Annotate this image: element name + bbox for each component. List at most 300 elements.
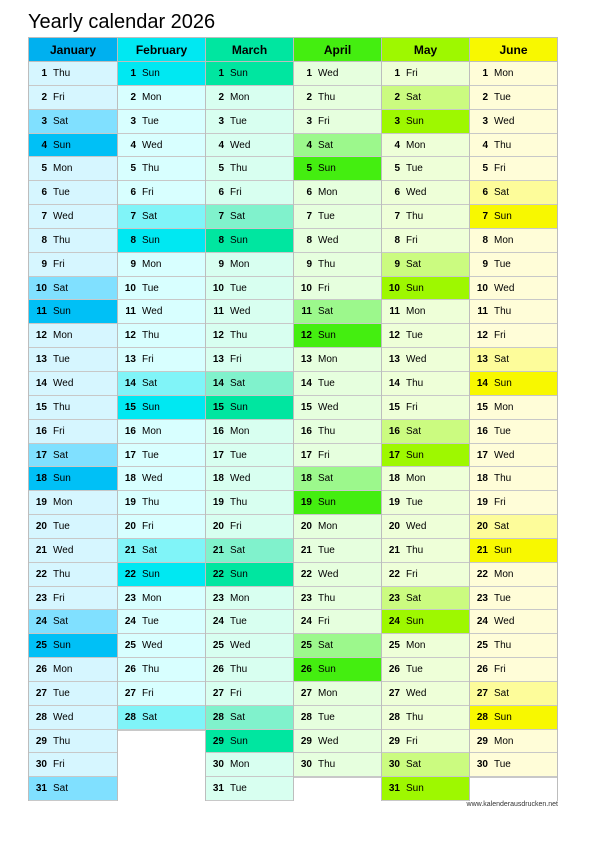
- day-number: 16: [300, 425, 312, 437]
- weekday-label: Thu: [142, 497, 160, 509]
- weekday-label: Fri: [142, 354, 154, 366]
- day-cell: [294, 444, 381, 468]
- day-cell: [29, 134, 117, 158]
- day-cell: [206, 348, 293, 372]
- day-number: 22: [388, 568, 400, 580]
- weekday-label: Sat: [494, 521, 510, 533]
- day-cell: [470, 86, 557, 110]
- day-cell: [206, 396, 293, 420]
- day-number: 28: [300, 711, 312, 723]
- weekday-label: Sun: [318, 664, 336, 676]
- weekday-label: Tue: [406, 330, 423, 342]
- day-cell: [470, 730, 557, 754]
- day-number: 30: [212, 759, 224, 771]
- weekday-label: Wed: [494, 449, 515, 461]
- weekday-label: Wed: [318, 568, 339, 580]
- day-number: 19: [212, 497, 224, 509]
- day-number: 18: [300, 473, 312, 485]
- day-number: 10: [35, 282, 47, 294]
- weekday-label: Sun: [318, 163, 336, 175]
- day-cell: [118, 62, 205, 86]
- day-cell: [382, 229, 469, 253]
- day-number: 13: [35, 354, 47, 366]
- day-cell: [118, 587, 205, 611]
- day-cell: [206, 587, 293, 611]
- day-number: 15: [300, 401, 312, 413]
- day-number: 13: [124, 354, 136, 366]
- weekday-label: Sun: [230, 401, 248, 413]
- day-cell: [470, 610, 557, 634]
- day-cell: [118, 610, 205, 634]
- day-number: 5: [306, 163, 312, 175]
- weekday-label: Tue: [230, 449, 247, 461]
- day-number: 2: [394, 91, 400, 103]
- day-cell: [382, 300, 469, 324]
- weekday-label: Wed: [142, 640, 163, 652]
- day-number: 25: [212, 640, 224, 652]
- month-header: January: [29, 37, 117, 62]
- day-number: 14: [388, 377, 400, 389]
- day-cell: [118, 491, 205, 515]
- month-header: February: [118, 37, 205, 62]
- day-number: 26: [35, 664, 47, 676]
- weekday-label: Sun: [53, 640, 71, 652]
- day-number: 23: [35, 592, 47, 604]
- day-number: 6: [130, 187, 136, 199]
- day-number: 14: [212, 377, 224, 389]
- day-cell: [29, 229, 117, 253]
- day-number: 26: [212, 664, 224, 676]
- day-number: 17: [388, 449, 400, 461]
- weekday-label: Sat: [142, 544, 158, 556]
- weekday-label: Thu: [406, 377, 424, 389]
- weekday-label: Wed: [494, 282, 515, 294]
- weekday-label: Mon: [494, 234, 514, 246]
- weekday-label: Tue: [53, 187, 70, 199]
- day-cell: [382, 420, 469, 444]
- weekday-label: Tue: [142, 115, 159, 127]
- day-number: 31: [212, 783, 224, 795]
- day-number: 17: [35, 449, 47, 461]
- day-number: 9: [130, 258, 136, 270]
- weekday-label: Sun: [318, 497, 336, 509]
- day-cell: [382, 324, 469, 348]
- day-number: 24: [124, 616, 136, 628]
- weekday-label: Fri: [142, 687, 154, 699]
- day-cell: [382, 587, 469, 611]
- day-cell: [294, 730, 381, 754]
- weekday-label: Mon: [53, 497, 73, 509]
- day-cell: [118, 515, 205, 539]
- day-number: 5: [130, 163, 136, 175]
- day-number: 21: [388, 544, 400, 556]
- month-header: May: [382, 37, 469, 62]
- day-number: 30: [388, 759, 400, 771]
- day-number: 23: [388, 592, 400, 604]
- day-cell: [294, 348, 381, 372]
- day-number: 21: [35, 544, 47, 556]
- day-number: 11: [213, 306, 224, 318]
- weekday-label: Tue: [53, 521, 70, 533]
- weekday-label: Wed: [406, 187, 427, 199]
- weekday-label: Tue: [318, 711, 335, 723]
- day-cell: [206, 181, 293, 205]
- weekday-label: Sun: [318, 330, 336, 342]
- day-number: 27: [124, 687, 136, 699]
- weekday-label: Thu: [494, 139, 512, 151]
- day-cell: [294, 253, 381, 277]
- day-cell: [470, 491, 557, 515]
- weekday-label: Fri: [318, 115, 330, 127]
- day-cell: [470, 157, 557, 181]
- day-cell: [206, 157, 293, 181]
- month-column-january: [29, 37, 118, 801]
- weekday-label: Thu: [318, 759, 336, 771]
- day-number: 16: [388, 425, 400, 437]
- weekday-label: Thu: [230, 497, 248, 509]
- weekday-label: Sat: [142, 377, 158, 389]
- weekday-label: Fri: [53, 759, 65, 771]
- day-cell: [118, 86, 205, 110]
- day-cell: [470, 62, 557, 86]
- weekday-label: Sun: [53, 473, 71, 485]
- day-number: 26: [300, 664, 312, 676]
- weekday-label: Mon: [53, 664, 73, 676]
- weekday-label: Mon: [318, 687, 338, 699]
- month-column-june: [470, 37, 558, 801]
- day-cell: [118, 396, 205, 420]
- weekday-label: Sun: [406, 115, 424, 127]
- day-cell: [382, 348, 469, 372]
- weekday-label: Mon: [230, 759, 250, 771]
- weekday-label: Mon: [494, 735, 514, 747]
- weekday-label: Wed: [142, 306, 163, 318]
- weekday-label: Sun: [53, 306, 71, 318]
- weekday-label: Thu: [142, 330, 160, 342]
- day-number: 31: [388, 783, 400, 795]
- weekday-label: Tue: [406, 497, 423, 509]
- day-number: 25: [476, 640, 488, 652]
- day-cell: [382, 491, 469, 515]
- weekday-label: Tue: [230, 616, 247, 628]
- day-number: 5: [218, 163, 224, 175]
- day-cell: [294, 229, 381, 253]
- day-number: 4: [218, 139, 224, 151]
- day-cell: [294, 134, 381, 158]
- day-cell: [206, 420, 293, 444]
- weekday-label: Fri: [494, 330, 506, 342]
- weekday-label: Thu: [53, 234, 71, 246]
- day-number: 22: [212, 568, 224, 580]
- day-cell: [470, 587, 557, 611]
- day-number: 30: [35, 759, 47, 771]
- day-number: 2: [41, 91, 47, 103]
- weekday-label: Sun: [142, 568, 160, 580]
- weekday-label: Thu: [142, 163, 160, 175]
- weekday-label: Mon: [53, 163, 73, 175]
- day-number: 2: [130, 91, 136, 103]
- day-number: 7: [394, 211, 400, 223]
- day-number: 2: [218, 91, 224, 103]
- day-number: 29: [476, 735, 488, 747]
- weekday-label: Thu: [494, 306, 512, 318]
- weekday-label: Mon: [142, 258, 162, 270]
- day-cell: [294, 396, 381, 420]
- day-number: 18: [35, 473, 47, 485]
- weekday-label: Mon: [406, 473, 426, 485]
- weekday-label: Wed: [53, 211, 74, 223]
- day-number: 9: [482, 258, 488, 270]
- day-number: 15: [35, 401, 47, 413]
- day-cell: [29, 658, 117, 682]
- day-cell: [470, 229, 557, 253]
- day-number: 24: [388, 616, 400, 628]
- weekday-label: Fri: [494, 664, 506, 676]
- weekday-label: Mon: [494, 68, 514, 79]
- day-cell: [382, 539, 469, 563]
- day-cell: [470, 253, 557, 277]
- day-number: 26: [476, 664, 488, 676]
- day-number: 13: [476, 354, 488, 366]
- weekday-label: Mon: [230, 258, 250, 270]
- day-cell: [206, 634, 293, 658]
- weekday-label: Fri: [53, 592, 65, 604]
- weekday-label: Fri: [406, 735, 418, 747]
- weekday-label: Thu: [53, 735, 71, 747]
- day-cell: [382, 444, 469, 468]
- weekday-label: Fri: [53, 425, 65, 437]
- day-number: 16: [124, 425, 136, 437]
- empty-cell: [118, 753, 205, 777]
- day-cell: [206, 658, 293, 682]
- day-cell: [29, 777, 117, 801]
- weekday-label: Wed: [142, 473, 163, 485]
- month-header: April: [294, 37, 381, 62]
- day-cell: [382, 634, 469, 658]
- day-cell: [470, 420, 557, 444]
- day-number: 24: [476, 616, 488, 628]
- weekday-label: Fri: [494, 497, 506, 509]
- weekday-label: Sun: [494, 377, 512, 389]
- weekday-label: Sun: [230, 735, 248, 747]
- day-number: 1: [41, 68, 47, 79]
- weekday-label: Mon: [142, 592, 162, 604]
- day-cell: [206, 253, 293, 277]
- day-number: 26: [388, 664, 400, 676]
- day-cell: [118, 467, 205, 491]
- weekday-label: Thu: [406, 711, 424, 723]
- day-cell: [206, 86, 293, 110]
- weekday-label: Sat: [53, 616, 69, 628]
- weekday-label: Fri: [406, 401, 418, 413]
- day-cell: [470, 634, 557, 658]
- day-number: 1: [130, 68, 136, 79]
- day-cell: [29, 706, 117, 730]
- day-number: 20: [388, 521, 400, 533]
- weekday-label: Thu: [230, 330, 248, 342]
- weekday-label: Thu: [230, 664, 248, 676]
- weekday-label: Mon: [230, 592, 250, 604]
- day-number: 28: [476, 711, 488, 723]
- day-cell: [118, 205, 205, 229]
- weekday-label: Wed: [230, 139, 251, 151]
- day-cell: [470, 205, 557, 229]
- day-number: 27: [300, 687, 312, 699]
- weekday-label: Mon: [142, 91, 162, 103]
- day-cell: [118, 134, 205, 158]
- weekday-label: Sat: [318, 640, 334, 652]
- weekday-label: Mon: [142, 425, 162, 437]
- day-cell: [382, 134, 469, 158]
- day-cell: [118, 658, 205, 682]
- day-cell: [294, 634, 381, 658]
- weekday-label: Thu: [318, 258, 336, 270]
- day-number: 13: [300, 354, 312, 366]
- day-number: 31: [35, 783, 47, 795]
- weekday-label: Thu: [494, 640, 512, 652]
- day-number: 14: [300, 377, 312, 389]
- weekday-label: Wed: [230, 306, 251, 318]
- weekday-label: Sun: [53, 139, 71, 151]
- day-number: 29: [35, 735, 47, 747]
- weekday-label: Sun: [406, 282, 424, 294]
- weekday-label: Sun: [142, 401, 160, 413]
- day-cell: [382, 563, 469, 587]
- day-number: 15: [124, 401, 136, 413]
- weekday-label: Tue: [494, 759, 511, 771]
- weekday-label: Thu: [494, 473, 512, 485]
- day-cell: [470, 563, 557, 587]
- day-number: 1: [482, 68, 488, 79]
- day-cell: [294, 587, 381, 611]
- weekday-label: Tue: [318, 544, 335, 556]
- day-cell: [382, 706, 469, 730]
- day-number: 21: [212, 544, 224, 556]
- day-number: 28: [124, 711, 136, 723]
- day-number: 7: [41, 211, 47, 223]
- weekday-label: Thu: [406, 544, 424, 556]
- day-number: 26: [124, 664, 136, 676]
- day-cell: [382, 110, 469, 134]
- day-cell: [294, 181, 381, 205]
- day-number: 8: [130, 234, 136, 246]
- day-number: 11: [125, 306, 136, 318]
- weekday-label: Thu: [318, 592, 336, 604]
- day-number: 6: [306, 187, 312, 199]
- weekday-label: Fri: [142, 521, 154, 533]
- day-cell: [29, 753, 117, 777]
- weekday-label: Fri: [53, 258, 65, 270]
- day-cell: [206, 563, 293, 587]
- day-cell: [118, 277, 205, 301]
- weekday-label: Sun: [142, 234, 160, 246]
- day-cell: [382, 372, 469, 396]
- weekday-label: Tue: [142, 616, 159, 628]
- weekday-label: Fri: [230, 354, 242, 366]
- weekday-label: Sat: [318, 139, 334, 151]
- weekday-label: Sat: [318, 473, 334, 485]
- day-number: 27: [388, 687, 400, 699]
- day-number: 8: [218, 234, 224, 246]
- day-cell: [470, 300, 557, 324]
- weekday-label: Tue: [318, 211, 335, 223]
- weekday-label: Tue: [406, 664, 423, 676]
- day-cell: [206, 730, 293, 754]
- day-cell: [294, 753, 381, 777]
- weekday-label: Wed: [406, 354, 427, 366]
- weekday-label: Sat: [406, 258, 422, 270]
- day-cell: [118, 110, 205, 134]
- day-number: 24: [212, 616, 224, 628]
- weekday-label: Thu: [318, 91, 336, 103]
- day-cell: [294, 110, 381, 134]
- day-cell: [294, 539, 381, 563]
- day-cell: [470, 467, 557, 491]
- weekday-label: Mon: [230, 91, 250, 103]
- day-cell: [294, 491, 381, 515]
- day-cell: [29, 539, 117, 563]
- day-cell: [206, 277, 293, 301]
- day-cell: [29, 277, 117, 301]
- weekday-label: Fri: [406, 68, 418, 79]
- day-number: 6: [482, 187, 488, 199]
- day-number: 6: [394, 187, 400, 199]
- weekday-label: Fri: [230, 187, 242, 199]
- day-number: 1: [394, 68, 400, 79]
- day-cell: [29, 110, 117, 134]
- day-cell: [118, 229, 205, 253]
- weekday-label: Sat: [406, 425, 422, 437]
- day-cell: [206, 300, 293, 324]
- day-number: 6: [218, 187, 224, 199]
- day-cell: [294, 420, 381, 444]
- day-cell: [118, 181, 205, 205]
- day-number: 17: [212, 449, 224, 461]
- day-number: 17: [300, 449, 312, 461]
- day-cell: [206, 372, 293, 396]
- weekday-label: Sat: [230, 211, 246, 223]
- day-cell: [29, 324, 117, 348]
- day-number: 4: [41, 139, 47, 151]
- day-number: 17: [476, 449, 488, 461]
- weekday-label: Tue: [53, 354, 70, 366]
- weekday-label: Thu: [53, 68, 71, 79]
- weekday-label: Fri: [318, 282, 330, 294]
- day-number: 8: [482, 234, 488, 246]
- day-number: 3: [394, 115, 400, 127]
- day-number: 12: [388, 330, 400, 342]
- day-number: 19: [476, 497, 488, 509]
- weekday-label: Sun: [494, 211, 512, 223]
- day-number: 19: [300, 497, 312, 509]
- day-number: 19: [124, 497, 136, 509]
- day-number: 21: [300, 544, 312, 556]
- weekday-label: Wed: [406, 687, 427, 699]
- day-number: 24: [35, 616, 47, 628]
- day-number: 3: [218, 115, 224, 127]
- day-number: 23: [300, 592, 312, 604]
- day-cell: [29, 444, 117, 468]
- day-number: 5: [394, 163, 400, 175]
- day-number: 20: [300, 521, 312, 533]
- day-cell: [294, 62, 381, 86]
- weekday-label: Sun: [406, 449, 424, 461]
- day-number: 18: [124, 473, 136, 485]
- weekday-label: Sun: [494, 544, 512, 556]
- day-number: 23: [476, 592, 488, 604]
- day-number: 12: [300, 330, 312, 342]
- day-cell: [206, 777, 293, 801]
